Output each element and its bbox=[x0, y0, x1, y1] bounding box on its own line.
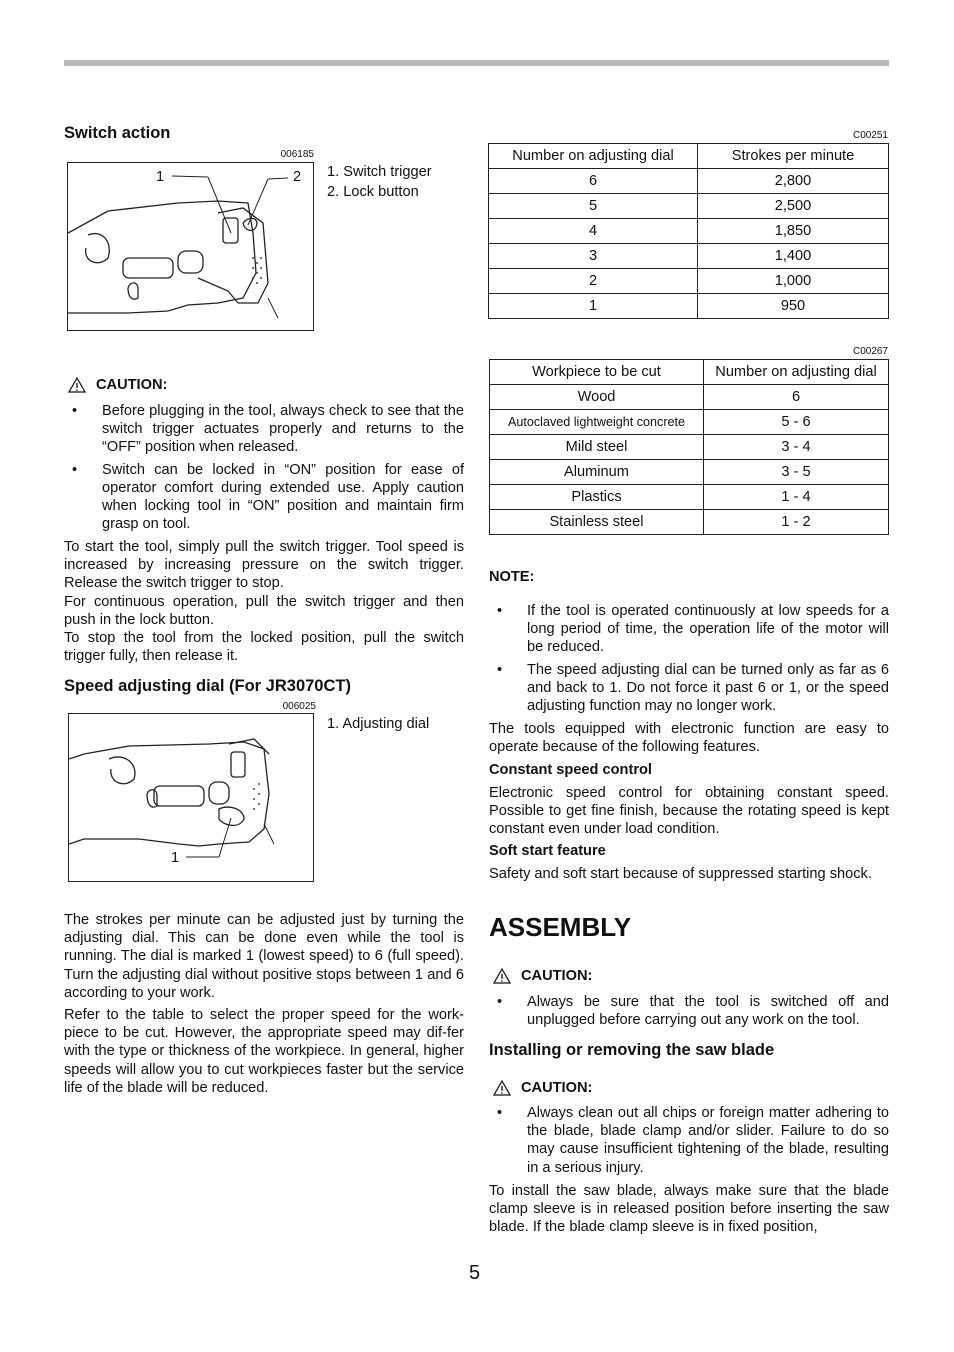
table-code: C00267 bbox=[852, 346, 888, 357]
caution-list bbox=[489, 1104, 889, 1181]
table-header-row bbox=[490, 360, 889, 385]
speed-paragraphs bbox=[64, 911, 464, 1097]
paragraph: The strokes per minute can be adjusted just by turning the adjusting dial. This can be done even while the tool is running. The dial is marked 1 (lowest speed) to 6 (full speed). Turn the adjusting dial without positive stops between 1 and 6 according to your work. bbox=[64, 912, 464, 1001]
page-number: 5 bbox=[469, 1262, 481, 1284]
table-header: Workpiece to be cut bbox=[490, 360, 704, 385]
speed-dial-illustration bbox=[69, 714, 313, 881]
table-cell: 3 - 5 bbox=[704, 460, 889, 485]
workpiece-table bbox=[489, 359, 889, 535]
switch-action-illustration bbox=[68, 163, 313, 330]
note-bullet: • The speed adjusting dial can be turned only as far as 6 and back to 1. Do not force it past 6 or 1, or the speed adjusting function may no longer work. bbox=[489, 661, 889, 716]
paragraph: For continuous operation, pull the switch trigger and then push in the lock button. bbox=[64, 593, 464, 628]
table-cell: Mild steel bbox=[490, 435, 704, 460]
warning-triangle-icon bbox=[493, 968, 511, 984]
table-cell: 1,400 bbox=[698, 244, 889, 269]
table-header: Number on adjusting dial bbox=[489, 144, 698, 169]
caution-bullet: • Always be sure that the tool is switched off and unplugged before carrying out any work on the tool. bbox=[489, 993, 889, 1029]
figure-code: 006185 bbox=[280, 149, 314, 160]
table-cell: Plastics bbox=[490, 485, 704, 510]
section-heading-switch-action: Switch action bbox=[64, 124, 171, 142]
caution-heading bbox=[68, 376, 167, 394]
warning-triangle-icon bbox=[68, 377, 86, 393]
figure-code: 006025 bbox=[282, 701, 316, 712]
section-heading-saw-blade: Installing or removing the saw blade bbox=[489, 1041, 775, 1059]
table-header-row bbox=[489, 144, 889, 169]
table-cell: Wood bbox=[490, 385, 704, 410]
switch-paragraphs bbox=[64, 538, 464, 665]
caution-bullet: • Switch can be locked in “ON” position for ease of operator comfort during extended use. Apply caution when locking tool in “ON” position and maintain firm grasp on tool. bbox=[64, 461, 464, 534]
warning-triangle-icon bbox=[493, 1080, 511, 1096]
table-header: Strokes per minute bbox=[698, 144, 889, 169]
table-cell: 3 - 4 bbox=[704, 435, 889, 460]
subheading-constant-speed: Constant speed control bbox=[489, 762, 652, 778]
assembly-title: ASSEMBLY bbox=[489, 912, 632, 942]
note-bullet: • If the tool is operated continuously at low speeds for a long period of time, the operation life of the motor will be reduced. bbox=[489, 602, 889, 657]
table-cell: 3 bbox=[489, 244, 698, 269]
table-row bbox=[490, 385, 889, 410]
table-cell: 1 - 4 bbox=[704, 485, 889, 510]
legend-item: 1. Switch trigger bbox=[327, 164, 432, 180]
legend-item: 1. Adjusting dial bbox=[327, 716, 430, 732]
paragraph: Refer to the table to select the proper speed for the work-piece to be cut. However, the appropriate speed may dif-fer with the type or thickness of the workpiece. In general, higher speeds will allow you to cut workpieces faster but the service life of the blade will be reduced. bbox=[64, 1007, 464, 1096]
table-row bbox=[489, 269, 889, 294]
table-cell: 950 bbox=[698, 294, 889, 319]
paragraph: To install the saw blade, always make sure that the blade clamp sleeve is in released position before inserting the saw blade. If the blade clamp sleeve is in fixed position, bbox=[489, 1183, 889, 1236]
table-row bbox=[490, 485, 889, 510]
table-row bbox=[489, 169, 889, 194]
table-header: Number on adjusting dial bbox=[704, 360, 889, 385]
table-row bbox=[490, 435, 889, 460]
table-cell: 4 bbox=[489, 219, 698, 244]
header-rule bbox=[64, 60, 889, 66]
caution-bullet: • Before plugging in the tool, always check to see that the switch trigger actuates properly and returns to the “OFF” position when released. bbox=[64, 402, 464, 457]
table-cell: 5 bbox=[489, 194, 698, 219]
table-cell: 1 bbox=[489, 294, 698, 319]
table-row bbox=[490, 510, 889, 535]
note-label: NOTE: bbox=[489, 569, 535, 585]
caution-heading bbox=[493, 1079, 592, 1097]
table-cell: Stainless steel bbox=[490, 510, 704, 535]
paragraph: The tools equipped with electronic function are easy to operate because of the following features. bbox=[489, 721, 889, 756]
table-cell: Aluminum bbox=[490, 460, 704, 485]
callout-2: 2 bbox=[293, 169, 302, 185]
paragraph: To stop the tool from the locked position, pull the switch trigger fully, then release it. bbox=[64, 630, 464, 665]
callout-1: 1 bbox=[171, 850, 180, 866]
section-heading-speed-dial: Speed adjusting dial (For JR3070CT) bbox=[64, 677, 351, 695]
table-code: C00251 bbox=[852, 130, 888, 141]
figure-speed-dial bbox=[68, 713, 314, 882]
caution-label: CAUTION: bbox=[521, 968, 593, 984]
table-row bbox=[489, 219, 889, 244]
figure-legend bbox=[327, 162, 432, 202]
table-cell: 6 bbox=[704, 385, 889, 410]
caution-list bbox=[64, 402, 464, 537]
paragraph: Safety and soft start because of suppressed starting shock. bbox=[489, 866, 872, 882]
table-cell: 5 - 6 bbox=[704, 410, 889, 435]
note-list bbox=[489, 602, 889, 719]
caution-label: CAUTION: bbox=[521, 1080, 593, 1096]
subheading-soft-start: Soft start feature bbox=[489, 843, 606, 859]
caution-label: CAUTION: bbox=[96, 377, 168, 393]
table-row bbox=[489, 244, 889, 269]
table-cell: 6 bbox=[489, 169, 698, 194]
paragraph: To start the tool, simply pull the switch trigger. Tool speed is increased by increasing pressure on the switch trigger. Release the switch trigger to stop. bbox=[64, 539, 464, 592]
table-row bbox=[489, 294, 889, 319]
paragraph: Electronic speed control for obtaining constant speed. Possible to get fine finish, because the rotating speed is kept constant even under load condition. bbox=[489, 785, 889, 838]
table-cell: 1,000 bbox=[698, 269, 889, 294]
table-cell: 2,800 bbox=[698, 169, 889, 194]
table-cell: 2,500 bbox=[698, 194, 889, 219]
callout-1: 1 bbox=[156, 169, 165, 185]
legend-item: 2. Lock button bbox=[327, 184, 419, 200]
caution-list bbox=[489, 993, 889, 1033]
table-row bbox=[489, 194, 889, 219]
caution-heading bbox=[493, 967, 592, 985]
figure-legend bbox=[327, 714, 429, 734]
table-cell: 1 - 2 bbox=[704, 510, 889, 535]
table-cell: 2 bbox=[489, 269, 698, 294]
table-row bbox=[490, 410, 889, 435]
strokes-table bbox=[488, 143, 889, 319]
table-cell: Autoclaved lightweight concrete bbox=[490, 410, 704, 435]
table-cell: 1,850 bbox=[698, 219, 889, 244]
figure-switch-action bbox=[67, 162, 314, 331]
caution-bullet: • Always clean out all chips or foreign matter adhering to the blade, blade clamp and/or slider. Failure to do so may cause insufficient tightening of the blade, resulting in a serious injury. bbox=[489, 1104, 889, 1177]
table-row bbox=[490, 460, 889, 485]
